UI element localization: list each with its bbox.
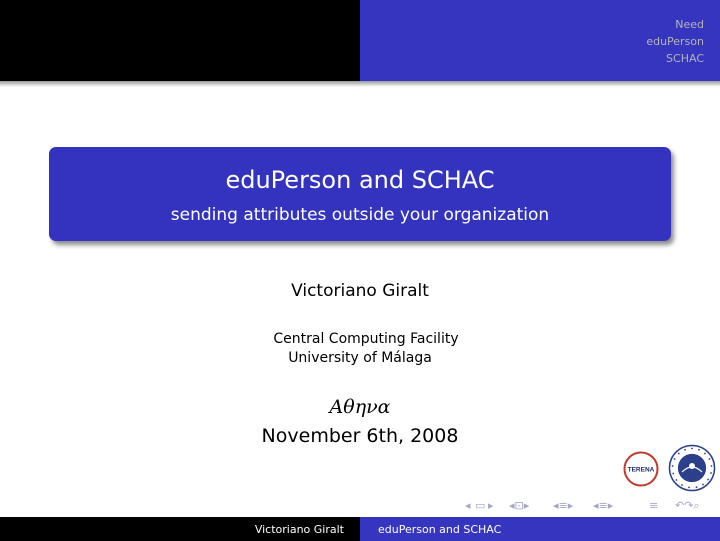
arrow-right-icon[interactable]: ▸ bbox=[488, 499, 494, 512]
nav-section-need[interactable]: Need bbox=[675, 18, 704, 31]
presentation-subtitle: sending attributes outside your organization bbox=[170, 205, 550, 225]
footer-author: Victoriano Giralt bbox=[254, 523, 344, 536]
section-navigation bbox=[646, 16, 704, 67]
svg-text:TERENA: TERENA bbox=[627, 466, 655, 474]
footer-right-panel bbox=[360, 517, 720, 541]
university-seal-logo bbox=[668, 444, 716, 492]
footer-left-panel bbox=[0, 517, 360, 541]
author-name: Victoriano Giralt bbox=[291, 281, 429, 301]
subsection-icon[interactable]: ◂⊡▸ bbox=[509, 499, 530, 512]
search-icon[interactable]: ↶↷⌕ bbox=[675, 499, 700, 512]
nav-section-schac[interactable]: SCHAC bbox=[666, 52, 704, 65]
header-shadow bbox=[0, 81, 720, 87]
event-name: Aθηνα bbox=[329, 396, 391, 418]
footer-title: eduPerson and SCHAC bbox=[378, 523, 502, 536]
subsection-list-icon[interactable]: ◂≡▸ bbox=[593, 499, 614, 512]
frame-icon[interactable]: ▭ bbox=[475, 499, 486, 512]
header-left-panel bbox=[0, 0, 360, 81]
institute-line-1: Central Computing Facility bbox=[273, 331, 459, 347]
align-icon[interactable]: ≡ bbox=[649, 499, 659, 512]
terena-logo bbox=[623, 451, 659, 487]
presentation-date: November 6th, 2008 bbox=[261, 425, 459, 447]
institute-line-2: University of Málaga bbox=[288, 350, 432, 366]
beamer-navigation-bar bbox=[453, 499, 720, 515]
arrow-left-icon[interactable]: ◂ bbox=[465, 499, 471, 512]
presentation-title: eduPerson and SCHAC bbox=[225, 166, 495, 194]
nav-section-eduperson[interactable]: eduPerson bbox=[646, 35, 704, 48]
title-box bbox=[49, 147, 671, 241]
section-icon[interactable]: ◂≡▸ bbox=[553, 499, 574, 512]
